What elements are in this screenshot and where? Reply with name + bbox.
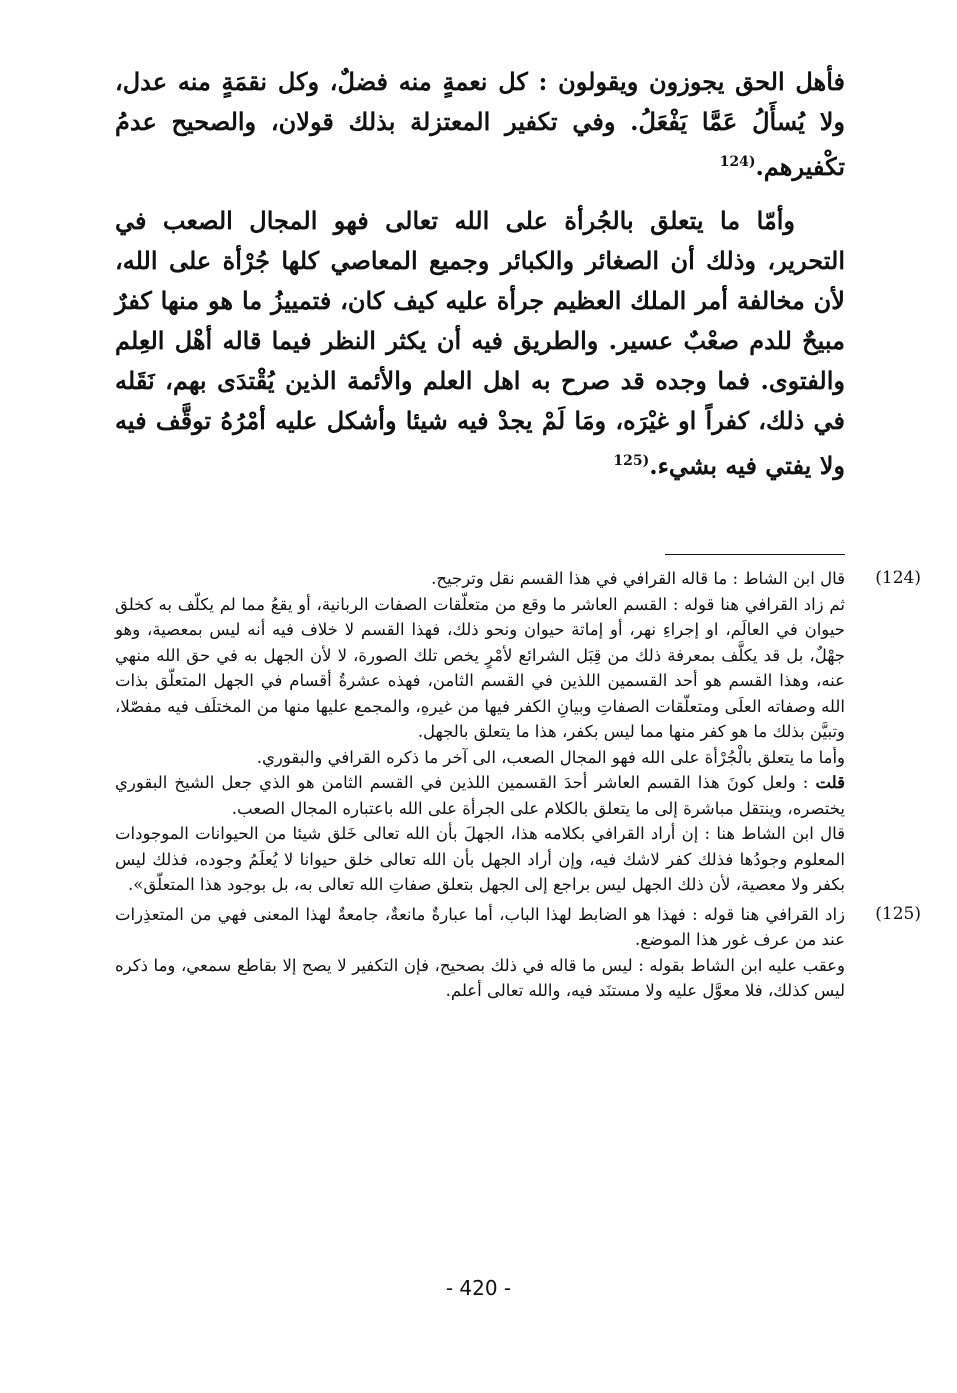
footnote-paragraph: قال ابن الشاط هنا : إن أراد القرافي بكلامه هذا، الجهلَ بأن الله تعالى خَلق شيئا من الحيوانات الموجودات المعلوم وجودُها فذلك كفر لاشك فيه، وإن أراد الجهل بأن الله تعالى خلق حيوانا لا يُعلَمُ وجوده، فذلك ليس بكفر ولا معصية، لأن ذلك الجهل ليس براجع إلى الجهل بتعلق صفاتِ الله تعالى به، بل بوجود هذا المتعلّق».: [115, 824, 845, 894]
footnote-paragraph: وعقب عليه ابن الشاط بقوله : ليس ما قاله في ذلك بصحيح، فإن التكفير لا يصح إلا بقاطع سمعي، وما ذكره ليس كذلك، فلا معوَّل عليه ولا مستنَد فيه، والله تعالى أعلم.: [115, 955, 845, 1000]
main-paragraph-1: [115, 62, 845, 187]
footnote-ref-124[interactable]: (124: [719, 154, 756, 170]
footnote-paragraph: زاد القرافي هنا قوله : فهذا هو الضابط لهذا الباب، أما عبارةٌ مانعةٌ، جامعةٌ لهذا المعنى فهي من المتعذِرات عند من عرف غور هذا الموضع.: [115, 904, 845, 949]
main-paragraph-1-text: فأهل الحق يجوزون ويقولون : كل نعمةٍ منه فضلٌ، وكل نقمَةٍ منه عدل، ولا يُسأَلُ عَمَّا يَفْعَلُ. وفي تكفير المعتزلة بذلك قولان، والصحيح عدمُ تكْفيرهم.: [115, 67, 845, 181]
footnote-125: [115, 902, 921, 1004]
footnote-paragraph: [115, 770, 845, 821]
footnote-separator: [665, 554, 845, 555]
footnote-124: [115, 566, 921, 898]
main-paragraph-2: [115, 201, 845, 486]
footnote-number: (124): [875, 568, 921, 588]
footnote-paragraph: ثم زاد القرافي هنا قوله : القسم العاشر ما وقع من متعلّقات الصفات الربانية، أو يقعُ مما لم يكلّف به كخلق حيوان في العالَم، او إجراءِ نهر، أو إماتة حيوان ونحو ذلك، فهذا القسم لا خلاف فيه أنه ليس بمعصية، وهو جهْلٌ، بل قد يكلَّف بمعرفة ذلك من قِبَل الشرائع لأمْرٍ يخص تلك الصورة، لا لأن الجهل به في حق الله منهي عنه، وهذا القسم هو أحد القسمين اللذين في القسم الثامن، فهذه عشرةُ أقسام في الجهل المتعلّق بذات الله وصفاته العلَى ومتعلّقات الصفاتِ وبيانِ الكفر فيها من غيرهِ، والمجمع عليها منها من المختلَف فيه مفصّلا، وتبيَّن بذلك ما هو كفر منها مما ليس بكفر، هذا ما يتعلق بالجهل.: [115, 594, 845, 741]
footnote-paragraph: قال ابن الشاط : ما قاله القرافي في هذا القسم نقل وترجيح.: [431, 569, 845, 588]
main-text: [115, 62, 845, 486]
footnote-paragraph: وأما ما يتعلق بالْجُرْأة على الله فهو المجال الصعب، الى آخر ما ذكره القرافي والبقوري.: [256, 747, 845, 767]
footnotes: [115, 566, 921, 1008]
footnote-number: (125): [875, 903, 921, 924]
footnote-lead-word: قلت: [815, 773, 845, 792]
footnote-ref-125[interactable]: (125: [613, 453, 650, 469]
footnote-paragraph-rest: : ولعل كونَ هذا القسم العاشر أحدَ القسمين اللذين في القسم الثامن هو الذي جعل الشيخ البقوري يختصره، وينتقل مباشرة إلى ما يتعلق بالكلام على الجرأة على الله باعتباره المجال الصعب.: [115, 773, 845, 818]
page-number: - 420 -: [445, 1276, 512, 1300]
main-paragraph-2-text: وأمّا ما يتعلق بالجُرأة على الله تعالى فهو المجال الصعب في التحرير، وذلك أن الصغائر والكبائر وجميع المعاصي كلها جُرْأة على الله، لأن مخالفة أمر الملك العظيم جرأة عليه كيف كان، فتمييزُ ما هو منها كفرٌ مبيحٌ للدم صعْبٌ عسير. والطريق فيه أن يكثر النظر فيما قاله أهْل العِلم والفتوى. فما وجده قد صرح به اهل العلم والأئمة الذين يُقْتدَى بهم، نَقَله في ذلك، كفراً او غيْرَه، ومَا لَمْ يجدْ فيه شيئا وأشكل عليه أمْرُهُ توقَّف فيه ولا يفتي فيه بشيء.: [115, 206, 845, 480]
